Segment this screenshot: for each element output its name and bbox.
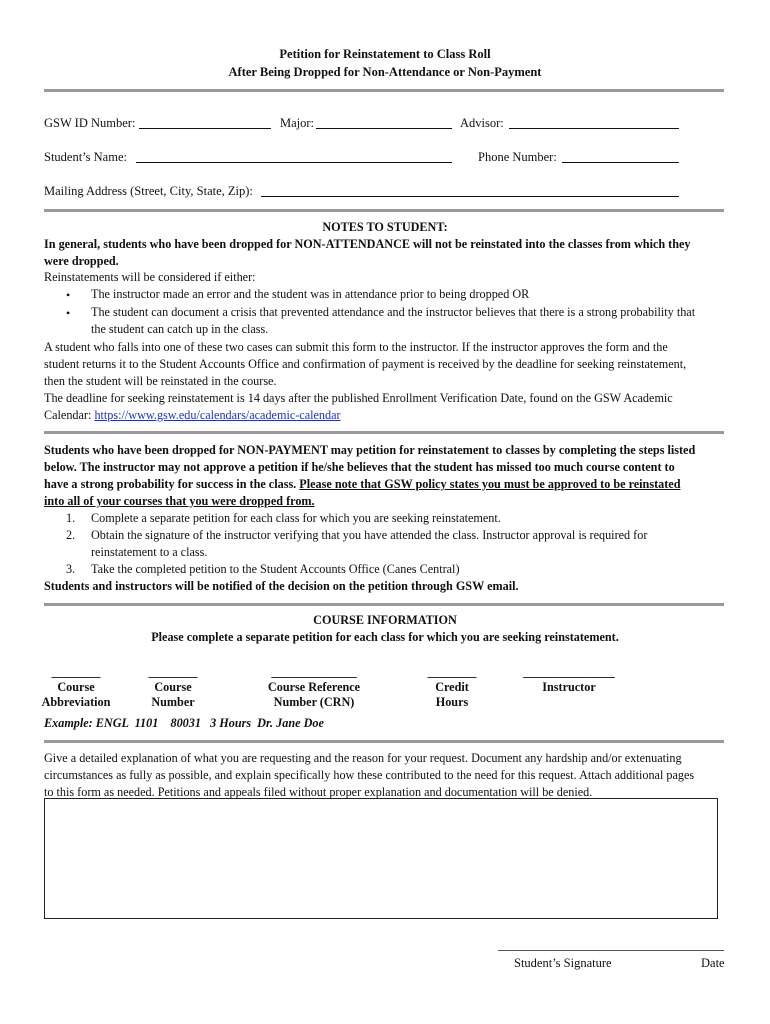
course-number-column[interactable] <box>133 665 213 710</box>
signature-line[interactable] <box>498 950 724 951</box>
student-name-label: Student’s Name: <box>44 150 127 164</box>
column-label: Course Reference <box>267 680 361 694</box>
address-label: Mailing Address (Street, City, State, Zip): <box>44 184 253 198</box>
nonpayment-text <box>44 477 680 492</box>
notes-paragraph: then the student will be reinstated in the course. <box>44 374 277 388</box>
course-blank[interactable]: ________ <box>148 665 198 679</box>
advisor-label: Advisor: <box>460 116 504 130</box>
notes-bullet: The student can document a crisis that prevented attendance and the instructor believes that there is a strong probability that <box>91 305 696 319</box>
nonpayment-text-part: have a strong probability for success in the class. <box>44 477 300 491</box>
date-label: Date <box>701 956 725 970</box>
gsw-id-label: GSW ID Number: <box>44 116 136 130</box>
column-label: Number (CRN) <box>273 695 355 709</box>
step-number: 1. <box>66 511 76 525</box>
student-name-field[interactable] <box>136 162 452 163</box>
phone-label: Phone Number: <box>478 150 557 164</box>
step-text: Obtain the signature of the instructor verifying that you have attended the class. Instructor approval is required for <box>91 528 648 542</box>
policy-note: into all of your courses that you were dropped from. <box>44 494 315 508</box>
course-blank[interactable]: ________ <box>427 665 477 679</box>
notes-bold-line: In general, students who have been dropped for NON-ATTENDANCE will not be reinstated into the classes from which they <box>44 237 691 251</box>
course-example: Example: ENGL 1101 80031 3 Hours Dr. Jane Doe <box>44 716 324 730</box>
bullet-dot: • <box>66 288 71 302</box>
notes-deadline <box>44 408 341 423</box>
bullet-dot: • <box>66 306 71 320</box>
course-subheading: Please complete a separate petition for each class for which you are seeking reinstatement. <box>151 630 619 644</box>
notes-bold-line: were dropped. <box>44 254 119 268</box>
step-text-cont: reinstatement to a class. <box>91 545 208 559</box>
course-blank[interactable]: ______________ <box>271 665 357 679</box>
divider <box>44 740 724 743</box>
column-label: Course <box>154 680 192 694</box>
column-label: Abbreviation <box>41 695 111 709</box>
step-number: 2. <box>66 528 76 542</box>
course-abbreviation-column[interactable] <box>36 665 116 710</box>
course-blank[interactable]: _______________ <box>523 665 615 679</box>
step-number: 3. <box>66 562 76 576</box>
calendar-prefix: Calendar: <box>44 408 95 422</box>
explanation-instructions: Give a detailed explanation of what you are requesting and the reason for your request. Document any hardship and/or extenuating <box>44 751 682 765</box>
student-signature-label: Student’s Signature <box>514 956 612 970</box>
column-label: Number <box>151 695 195 709</box>
explanation-textbox[interactable] <box>44 798 718 919</box>
nonpayment-text: below. The instructor may not approve a petition if he/she believes that the student has missed too much course content to <box>44 460 675 474</box>
form-title: Petition for Reinstatement to Class Roll <box>279 47 491 61</box>
step-text: Complete a separate petition for each class for which you are seeking reinstatement. <box>91 511 501 525</box>
explanation-instructions: to this form as needed. Petitions and appeals filed without proper explanation and documentation will be denied. <box>44 785 593 799</box>
major-field[interactable] <box>316 128 452 129</box>
notes-deadline: The deadline for seeking reinstatement is 14 days after the published Enrollment Verification Date, found on the GSW Academic <box>44 391 673 405</box>
notes-paragraph: student returns it to the Student Accounts Office and confirmation of payment is received by the deadline for seeking reinstatement, <box>44 357 687 371</box>
notification-text: Students and instructors will be notified of the decision on the petition through GSW email. <box>44 579 519 593</box>
credit-hours-column[interactable] <box>412 665 492 710</box>
notes-bullet-cont: the student can catch up in the class. <box>91 322 269 336</box>
policy-note: Please note that GSW policy states you must be approved to be reinstated <box>299 477 681 491</box>
notes-heading: NOTES TO STUDENT: <box>322 220 448 234</box>
divider <box>44 89 724 92</box>
column-label: Instructor <box>542 680 596 694</box>
major-label: Major: <box>280 116 315 130</box>
instructor-column[interactable] <box>505 665 633 695</box>
advisor-field[interactable] <box>509 128 679 129</box>
divider <box>44 431 724 434</box>
column-label: Credit <box>435 680 469 694</box>
gsw-id-field[interactable] <box>139 128 271 129</box>
phone-field[interactable] <box>562 162 679 163</box>
step-text: Take the completed petition to the Student Accounts Office (Canes Central) <box>91 562 460 576</box>
address-field[interactable] <box>261 196 679 197</box>
notes-paragraph: A student who falls into one of these two cases can submit this form to the instructor. If the instructor approves the form and the <box>44 340 668 354</box>
notes-bullet: The instructor made an error and the student was in attendance prior to being dropped OR <box>91 287 530 301</box>
notes-consider: Reinstatements will be considered if either: <box>44 270 256 284</box>
divider <box>44 603 724 606</box>
course-heading: COURSE INFORMATION <box>313 613 457 627</box>
nonpayment-text: Students who have been dropped for NON-PAYMENT may petition for reinstatement to classes by completing the steps listed <box>44 443 696 457</box>
divider <box>44 209 724 212</box>
crn-column[interactable] <box>250 665 378 710</box>
form-subtitle: After Being Dropped for Non-Attendance or Non-Payment <box>228 65 542 79</box>
course-blank[interactable]: ________ <box>51 665 101 679</box>
column-label: Course <box>57 680 95 694</box>
column-label: Hours <box>435 695 469 709</box>
explanation-instructions: circumstances as fully as possible, and explain specifically how these contributed to the need for this request. Attach additional pages <box>44 768 695 782</box>
academic-calendar-link[interactable]: https://www.gsw.edu/calendars/academic-calendar <box>94 408 341 422</box>
